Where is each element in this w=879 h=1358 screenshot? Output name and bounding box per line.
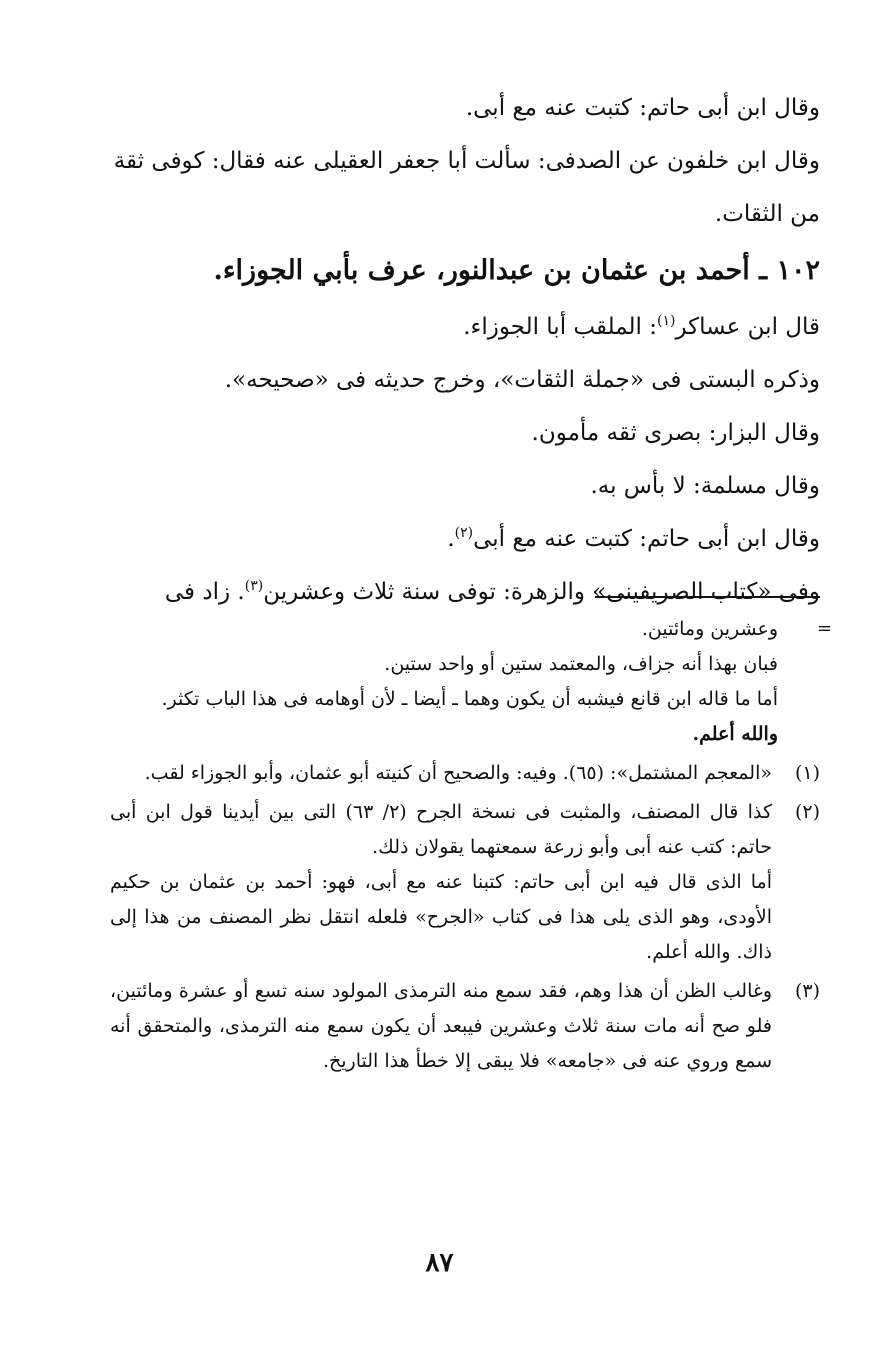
entry-line-text: وقال مسلمة: لا بأس به. <box>590 473 820 499</box>
footnote-ref[interactable]: (٣) <box>244 578 264 594</box>
continuation-line: فبان بهذا أنه جزاف، والمعتمد ستين أو واحد ستين. <box>384 653 778 675</box>
continuation-line: وعشرين ومائتين. <box>641 618 778 640</box>
entry-line-text: وفى «كتاب الصريفينى» والزهرة: توفى سنة ثلاث وعشرين <box>263 579 820 605</box>
footnote-1 <box>110 756 820 791</box>
footnote-ref[interactable]: (١) <box>657 313 676 329</box>
body-line: من الثقات. <box>714 201 820 227</box>
entry-line <box>110 354 820 407</box>
entry-line <box>110 460 820 513</box>
entry-heading: ١٠٢ ـ أحمد بن عثمان بن عبدالنور، عرف بأبي الجوزاء. <box>213 255 820 286</box>
entry-line <box>110 301 820 354</box>
footnote-separator <box>595 596 820 598</box>
footnotes <box>110 612 832 1079</box>
page-number: ٨٧ <box>425 1248 454 1278</box>
footnote-number: (٣) <box>794 980 820 1002</box>
footnote-number: (٢) <box>794 801 820 823</box>
footnote-number: (١) <box>794 762 820 784</box>
continuation-line: والله أعلم. <box>692 723 778 745</box>
continuation-line: أما ما قاله ابن قانع فيشبه أن يكون وهما ـ أيضا ـ لأن أوهامه فى هذا الباب تكثر. <box>161 688 778 710</box>
footnote-paragraph: أما الذى قال فيه ابن أبى حاتم: كتبنا عنه مع أبى، فهو: أحمد بن عثمان بن حكيم الأودى، وهو الذى يلى هذا فى كتاب «الجرح» فلعله انتقل نظر المصنف من هذا إلى ذاك. والله أعلم. <box>110 871 772 963</box>
body-line: وقال ابن أبى حاتم: كتبت عنه مع أبى. <box>465 95 820 121</box>
footnote-paragraph: وغالب الظن أن هذا وهم، فقد سمع منه الترمذى المولود سنه تسع أو عشرة ومائتين، فلو صح أنه مات سنة ثلاث وعشرين فيبعد أن يكون سمع منه الترمذى، والمتحقق أنه سمع وروي عنه فى «جامعه» فلا يبقى إلا خطأ هذا التاريخ. <box>110 980 772 1072</box>
entry-line-text: قال ابن عساكر <box>675 314 820 340</box>
entry-line-after: : الملقب أبا الجوزاء. <box>463 314 657 340</box>
body-line: وقال ابن خلفون عن الصدفى: سألت أبا جعفر العقيلى عنه فقال: كوفى ثقة <box>113 148 820 174</box>
footnote-3 <box>110 974 820 1079</box>
continuation-mark: = <box>816 618 832 639</box>
entry-line <box>110 407 820 460</box>
footnote-continuation <box>110 612 832 752</box>
entry-line-after: . زاد فى <box>164 579 245 605</box>
footnote-ref[interactable]: (٢) <box>454 525 474 541</box>
main-text <box>110 82 832 1072</box>
footnote-paragraph: «المعجم المشتمل»: (٦٥). وفيه: والصحيح أن كنيته أبو عثمان، وأبو الجوزاء لقب. <box>144 762 772 784</box>
footnote-2 <box>110 795 820 970</box>
entry-line-text: وقال البزار: بصرى ثقه مأمون. <box>531 420 820 446</box>
entry-line-text: وقال ابن أبى حاتم: كتبت عنه مع أبى <box>473 526 820 552</box>
entry-line <box>110 513 820 566</box>
entry-line-text: وذكره البستى فى «جملة الثقات»، وخرج حديثه فى «صحيحه». <box>224 367 820 393</box>
footnote-paragraph: كذا قال المصنف، والمثبت فى نسخة الجرح (٢/ ٦٣) التى بين أيدينا قول ابن أبى حاتم: كتب عنه أبى وأبو زرعة سمعتهما يقولان ذلك. <box>110 801 772 858</box>
entry-line-after: . <box>447 526 455 552</box>
